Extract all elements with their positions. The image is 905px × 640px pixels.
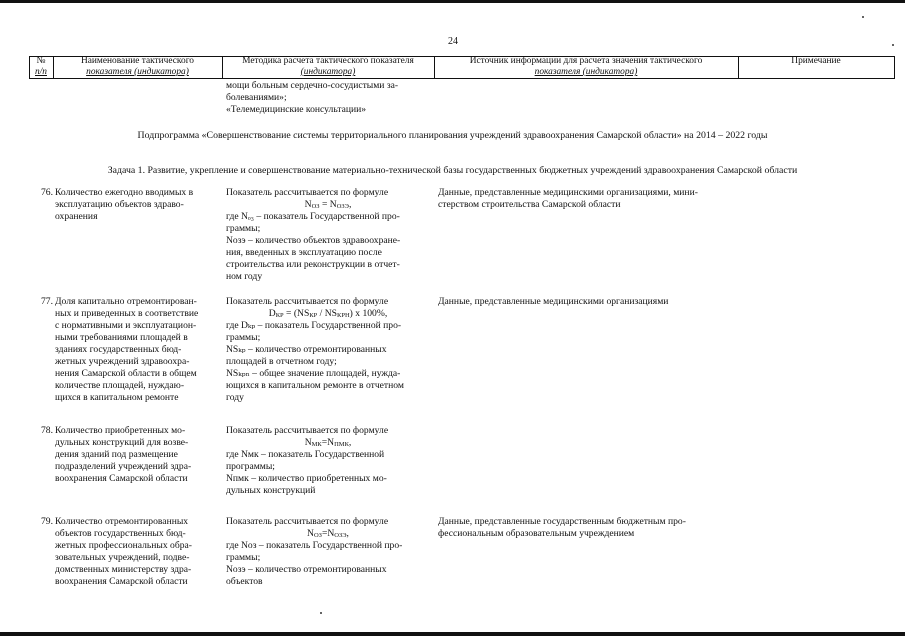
row-number: 76. <box>41 187 53 198</box>
scan-speck <box>892 44 894 46</box>
formula: $N_{ОЗ}=N_{ОЗЭ}$, <box>307 528 349 539</box>
calculation-method: Показатель рассчитывается по формуле $N_{ОЗ} = N_{ОЗЭ}$, где Nₒ₃ – показатель Государственной про- граммы; Nозэ – количество объектов здравоохране- ния, введенных в эксплуатацию после строительства или реконструкции в отчет- ном году <box>226 187 430 283</box>
row-number: 78. <box>41 425 53 436</box>
page-number: 24 <box>448 36 458 47</box>
scan-speck <box>862 16 864 18</box>
formula: $N_{МК}=N_{ПМК}$, <box>304 437 352 448</box>
header-method: Методика расчета тактического показателя (индикатора) <box>242 56 414 77</box>
calculation-method: Показатель рассчитывается по формуле $N_{МК}=N_{ПМК}$, где Nмк – показатель Государственной программы; Nпмк – количество приобретенных мо- дульных конструкций <box>226 425 430 497</box>
scan-speck <box>320 612 322 614</box>
header-num: № п/п <box>35 56 47 77</box>
formula: $D_{КР} = (NS_{КР} / NS_{КРН})$ х 100%, <box>268 308 388 319</box>
data-source: Данные, представленные государственным бюджетным про- фессиональным образовательным учреждением <box>438 516 686 539</box>
calculation-method: Показатель рассчитывается по формуле $D_{КР} = (NS_{КР} / NS_{КРН})$ х 100%, где Dₖₚ – показатель Государственной про- граммы; NSₖₚ – количество отремонтированных площадей в отчетном году; NSₖₚₙ – общее значение площадей, нужда- ющихся в капитальном ремонте в отчетном году <box>226 296 430 404</box>
data-source: Данные, представленные медицинскими организациями, мини- стерством строительства Самарской области <box>438 187 698 210</box>
carry-over-text: мощи больным сердечно-сосудистыми за- болеваниями»; «Телемедицинские консультации» <box>226 80 399 115</box>
indicator-name: Количество отремонтированных объектов государственных бюд- жетных профессиональных обра- зовательных учреждений, подве- домственных министерству здра- воохранения Самарской области <box>55 516 192 587</box>
task-heading: Задача 1. Развитие, укрепление и совершенствование материально-технической базы государственных бюджетных учреждений здравоохранения Самарской области <box>107 165 798 176</box>
indicator-name: Количество приобретенных мо- дульных конструкций для возве- дения зданий под размещение подразделений учреждений здра- воохранения Самарской области <box>55 425 192 484</box>
row-number: 77. <box>41 296 53 307</box>
data-source: Данные, представленные медицинскими организациями <box>438 296 669 307</box>
header-indicator-name: Наименование тактического показателя (индикатора) <box>80 56 194 77</box>
calculation-method: Показатель рассчитывается по формуле $N_{ОЗ}=N_{ОЗЭ}$, где Nоз – показатель Государственной про- граммы; Nозэ – количество отремонтированных объектов <box>226 516 430 588</box>
indicator-name: Доля капитально отремонтирован- ных и приведенных в соответствие с нормативными и эксплуатацион- ными требованиями площадей в зданиях государственных бюд- жетных учреждений здравоохра- нения Самарской области в общем количестве площадей, нуждаю- щихся в капитальном ремонте <box>55 296 199 403</box>
header-note: Примечание <box>791 56 841 66</box>
formula: $N_{ОЗ} = N_{ОЗЭ}$, <box>304 199 352 210</box>
subprogram-heading: Подпрограмма «Совершенствование системы территориального планирования учреждений здравоохранения Самарской области» на 2014 – 2022 годы <box>137 130 768 141</box>
indicator-name: Количество ежегодно вводимых в эксплуатацию объектов здраво- охранения <box>55 187 194 222</box>
top-border <box>0 0 905 3</box>
header-source: Источник информации для расчета значения тактического показателя (индикатора) <box>469 56 703 77</box>
bottom-border <box>0 632 905 636</box>
row-number: 79. <box>41 516 53 527</box>
